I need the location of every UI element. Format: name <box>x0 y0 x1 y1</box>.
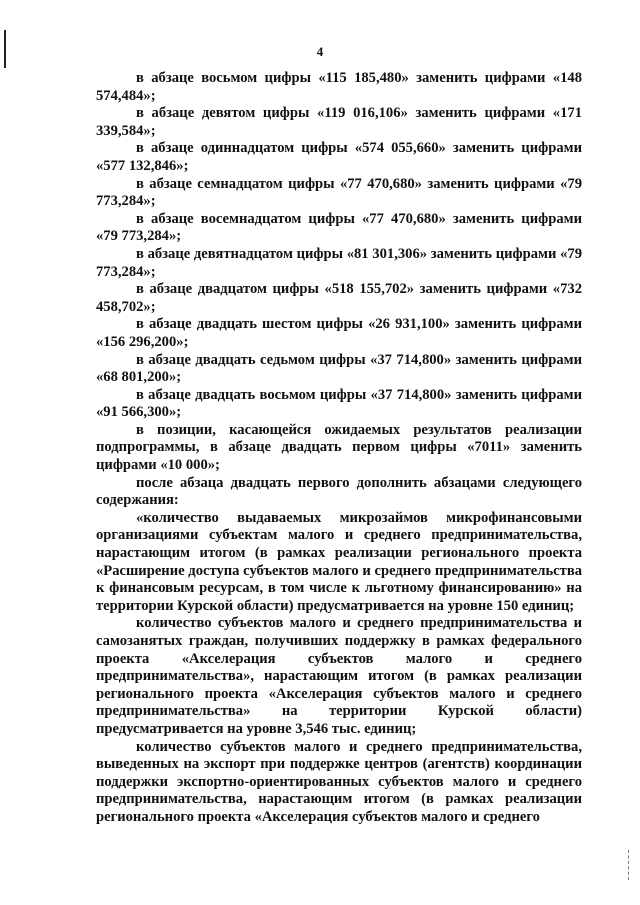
paragraph: в абзаце двадцать шестом цифры «26 931,100» заменить цифрами «156 296,200»; <box>96 316 582 350</box>
paragraph: в абзаце девятом цифры «119 016,106» заменить цифрами «171 339,584»; <box>96 105 582 139</box>
paragraph: в абзаце двадцатом цифры «518 155,702» заменить цифрами «732 458,702»; <box>96 281 582 315</box>
paragraph: в абзаце двадцать восьмом цифры «37 714,800» заменить цифрами «91 566,300»; <box>96 386 582 421</box>
paragraph: в абзаце двадцать седьмом цифры «37 714,800» заменить цифрами «68 801,200»; <box>96 351 582 386</box>
paragraph: в абзаце девятнадцатом цифры «81 301,306» заменить цифрами «79 773,284»; <box>96 245 582 280</box>
paragraph: количество субъектов малого и среднего предпринимательства и самозанятых граждан, получивших поддержку в рамках федерального проекта «Акселерация субъектов малого и среднего предпринимательства», нарастающим итогом (в рамках реализации регионального проекта «Акселерация субъектов малого и среднего предпринимательства» на территории Курской области) предусматривается на уровне 3,546 тыс. единиц; <box>96 615 582 737</box>
paragraph: в позиции, касающейся ожидаемых результатов реализации подпрограммы, в абзаце двадцать первом цифры «7011» заменить цифрами «10 000»; <box>96 421 582 474</box>
page-number: 4 <box>316 44 324 59</box>
paragraph: в абзаце одиннадцатом цифры «574 055,660» заменить цифрами «577 132,846»; <box>96 140 582 174</box>
paragraph: «количество выдаваемых микрозаймов микрофинансовыми организациями субъектам малого и среднего предпринимательства, нарастающим итогом (в рамках реализации регионального проекта «Расширение доступа субъектов малого и среднего предпринимательства к финансовым ресурсам, в том числе к льготному финансированию» на территории Курской области) предусматривается на уровне 150 единиц; <box>96 509 582 614</box>
paragraph: после абзаца двадцать первого дополнить абзацами следующего содержания: <box>96 474 582 509</box>
paragraph: в абзаце семнадцатом цифры «77 470,680» заменить цифрами «79 773,284»; <box>96 175 582 210</box>
scan-edge-mark <box>628 850 630 880</box>
paragraph: в абзаце восемнадцатом цифры «77 470,680» заменить цифрами «79 773,284»; <box>96 210 582 245</box>
document-body <box>96 70 582 827</box>
paragraph: в абзаце восьмом цифры «115 185,480» заменить цифрами «148 574,484»; <box>96 70 582 104</box>
paragraph: количество субъектов малого и среднего предпринимательства, выведенных на экспорт при поддержке центров (агентств) координации поддержки экспортно-ориентированных субъектов малого и среднего предпринимательства, нарастающим итогом (в рамках реализации регионального проекта «Акселерация субъектов малого и среднего <box>96 738 582 825</box>
